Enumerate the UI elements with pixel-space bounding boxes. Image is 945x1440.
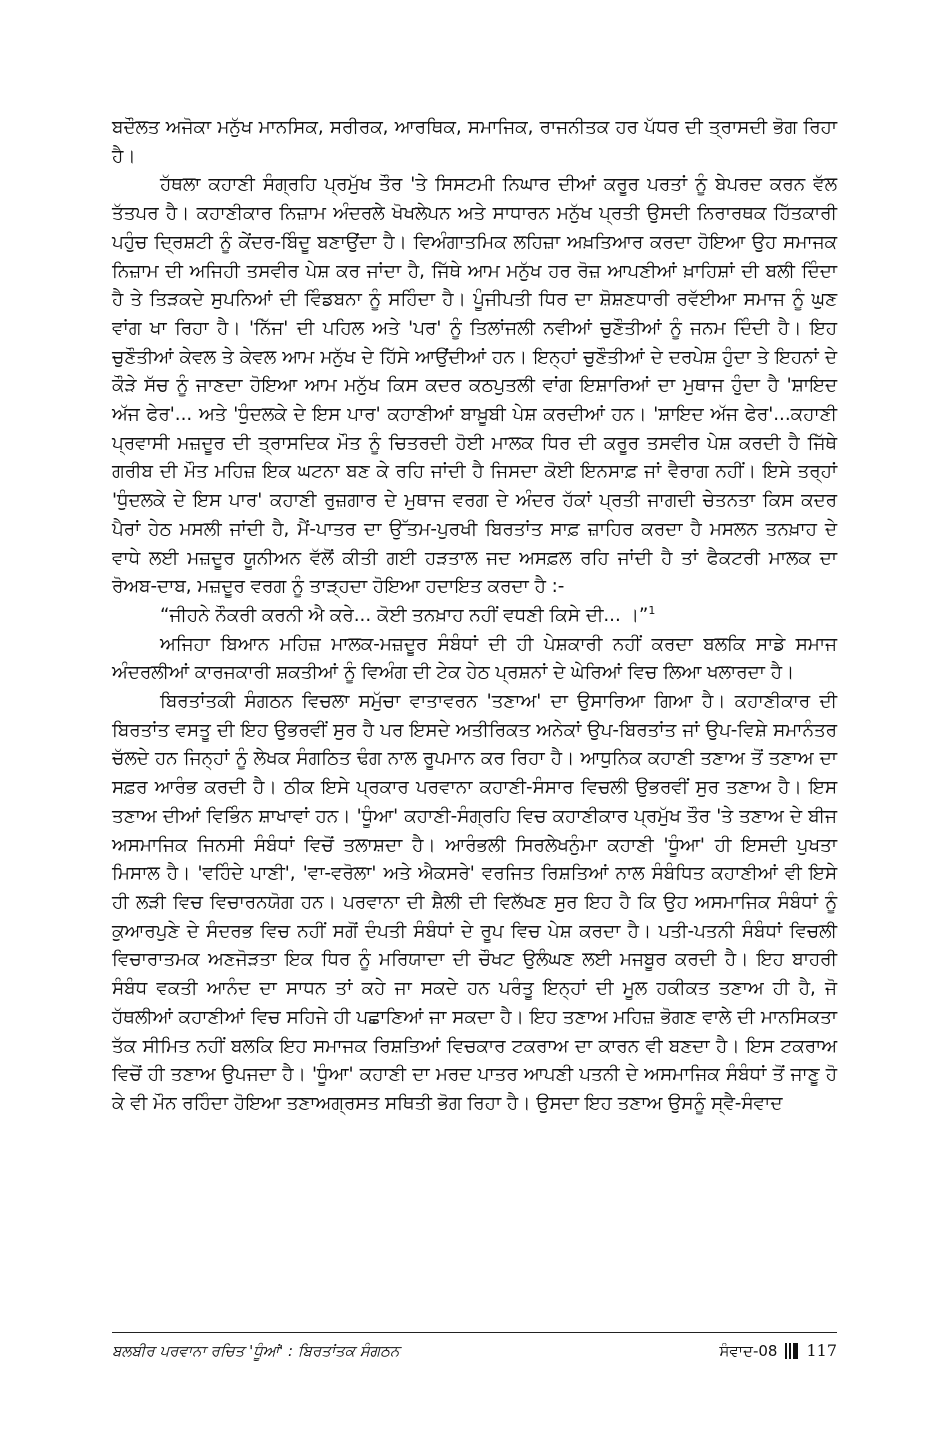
quote-text: “ਜੀਹਨੇ ਨੌਕਰੀ ਕਰਨੀ ਐ ਕਰੇ... ਕੋਈ ਤਨਖ਼ਾਹ ਨਹੀਂ ਵਧਣੀ ਕਿਸੇ ਦੀ... ।” xyxy=(160,604,649,626)
paragraph: ਅਜਿਹਾ ਬਿਆਨ ਮਹਿਜ਼ ਮਾਲਕ-ਮਜ਼ਦੂਰ ਸੰਬੰਧਾਂ ਦੀ ਹੀ ਪੇਸ਼ਕਾਰੀ ਨਹੀਂ ਕਰਦਾ ਬਲਕਿ ਸਾਡੇ ਸਮਾਜ ਅੰਦਰਲੀਆਂ ਕਾਰਜਕਾਰੀ ਸ਼ਕਤੀਆਂ ਨੂੰ ਵਿਅੰਗ ਦੀ ਟੇਕ ਹੇਠ ਪ੍ਰਸ਼ਨਾਂ ਦੇ ਘੇਰਿਆਂ ਵਿਚ ਲਿਆ ਖਲਾਰਦਾ ਹੈ। xyxy=(112,633,837,684)
paragraph: ਬਿਰਤਾਂਤਕੀ ਸੰਗਠਨ ਵਿਚਲਾ ਸਮੁੱਚਾ ਵਾਤਾਵਰਨ 'ਤਣਾਅ' ਦਾ ਉਸਾਰਿਆ ਗਿਆ ਹੈ। ਕਹਾਣੀਕਾਰ ਦੀ ਬਿਰਤਾਂਤ ਵਸਤੂ ਦੀ ਇਹ ਉਭਰਵੀਂ ਸੁਰ ਹੈ ਪਰ ਇਸਦੇ ਅਤੀਰਿਕਤ ਅਨੇਕਾਂ ਉਪ-ਬਿਰਤਾਂਤ ਜਾਂ ਉਪ-ਵਿਸ਼ੇ ਸਮਾਨੰਤਰ ਚੱਲਦੇ ਹਨ ਜਿਨ੍ਹਾਂ ਨੂੰ ਲੇਖਕ ਸੰਗਠਿਤ ਢੰਗ ਨਾਲ ਰੂਪਮਾਨ ਕਰ ਰਿਹਾ ਹੈ। ਆਧੁਨਿਕ ਕਹਾਣੀ ਤਣਾਅ ਤੋਂ ਤਣਾਅ ਦਾ ਸਫ਼ਰ ਆਰੰਭ ਕਰਦੀ ਹੈ। ਠੀਕ ਇਸੇ ਪ੍ਰਕਾਰ ਪਰਵਾਨਾ ਕਹਾਣੀ-ਸੰਸਾਰ ਵਿਚਲੀ ਉਭਰਵੀਂ ਸੁਰ ਤਣਾਅ ਹੈ। ਇਸ ਤਣਾਅ ਦੀਆਂ ਵਿਭਿੰਨ ਸ਼ਾਖਾਵਾਂ ਹਨ। 'ਧੂੰਆ' ਕਹਾਣੀ-ਸੰਗ੍ਰਹਿ ਵਿਚ ਕਹਾਣੀਕਾਰ ਪ੍ਰਮੁੱਖ ਤੌਰ 'ਤੇ ਤਣਾਅ ਦੇ ਬੀਜ ਅਸਮਾਜਿਕ ਜਿਨਸੀ ਸੰਬੰਧਾਂ ਵਿਚੋਂ ਤਲਾਸ਼ਦਾ ਹੈ। ਆਰੰਭਲੀ ਸਿਰਲੇਖਨੁੰਮਾ ਕਹਾਣੀ 'ਧੂੰਆ' ਹੀ ਇਸਦੀ ਪੁਖਤਾ ਮਿਸਾਲ ਹੈ। 'ਵਹਿੰਦੇ ਪਾਣੀ', 'ਵਾ-ਵਰੋਲਾ' ਅਤੇ ਐਕਸਰੇ' ਵਰਜਿਤ ਰਿਸ਼ਤਿਆਂ ਨਾਲ ਸੰਬੰਧਿਤ ਕਹਾਣੀਆਂ ਵੀ ਇਸੇ ਹੀ ਲੜੀ ਵਿਚ ਵਿਚਾਰਨਯੋਗ ਹਨ। ਪਰਵਾਨਾ ਦੀ ਸ਼ੈਲੀ ਦੀ ਵਿਲੱਖਣ ਸੁਰ ਇਹ ਹੈ ਕਿ ਉਹ ਅਸਮਾਜਿਕ ਸੰਬੰਧਾਂ ਨੂੰ ਕੁਆਰਪੁਣੇ ਦੇ ਸੰਦਰਭ ਵਿਚ ਨਹੀਂ ਸਗੋਂ ਦੰਪਤੀ ਸੰਬੰਧਾਂ ਦੇ ਰੂਪ ਵਿਚ ਪੇਸ਼ ਕਰਦਾ ਹੈ। ਪਤੀ-ਪਤਨੀ ਸੰਬੰਧਾਂ ਵਿਚਲੀ ਵਿਚਾਰਾਤਮਕ ਅਣਜੋੜਤਾ ਇਕ ਧਿਰ ਨੂੰ ਮਰਿਯਾਦਾ ਦੀ ਚੌਖਟ ਉਲੰਘਣ ਲਈ ਮਜਬੂਰ ਕਰਦੀ ਹੈ। ਇਹ ਬਾਹਰੀ ਸੰਬੰਧ ਵਕਤੀ ਆਨੰਦ ਦਾ ਸਾਧਨ ਤਾਂ ਕਹੇ ਜਾ ਸਕਦੇ ਹਨ ਪਰੰਤੂ ਇਨ੍ਹਾਂ ਦੀ ਮੂਲ ਹਕੀਕਤ ਤਣਾਅ ਹੀ ਹੈ, ਜੋ ਹੱਥਲੀਆਂ ਕਹਾਣੀਆਂ ਵਿਚ ਸਹਿਜੇ ਹੀ ਪਛਾਣਿਆਂ ਜਾ ਸਕਦਾ ਹੈ। ਇਹ ਤਣਾਅ ਮਹਿਜ਼ ਭੋਗਣ ਵਾਲੇ ਦੀ ਮਾਨਸਿਕਤਾ ਤੱਕ ਸੀਮਿਤ ਨਹੀਂ ਬਲਕਿ ਇਹ ਸਮਾਜਕ ਰਿਸ਼ਤਿਆਂ ਵਿਚਕਾਰ ਟਕਰਾਅ ਦਾ ਕਾਰਨ ਵੀ ਬਣਦਾ ਹੈ। ਇਸ ਟਕਰਾਅ ਵਿਚੋਂ ਹੀ ਤਣਾਅ ਉਪਜਦਾ ਹੈ। 'ਧੂੰਆ' ਕਹਾਣੀ ਦਾ ਮਰਦ ਪਾਤਰ ਆਪਣੀ ਪਤਨੀ ਦੇ ਅਸਮਾਜਿਕ ਸੰਬੰਧਾਂ ਤੋਂ ਜਾਣੂ ਹੋ ਕੇ ਵੀ ਮੌਨ ਰਹਿੰਦਾ ਹੋਇਆ ਤਣਾਅਗ੍ਰਸਤ ਸਥਿਤੀ ਭੋਗ ਰਿਹਾ ਹੈ। ਉਸਦਾ ਇਹ ਤਣਾਅ ਉਸਨੂੰ ਸ੍ਵੈ-ਸੰਵਾਦ xyxy=(112,691,837,1114)
journal-name: ਸੰਵਾਦ-08 xyxy=(719,1341,778,1360)
paragraph: ਹੱਥਲਾ ਕਹਾਣੀ ਸੰਗ੍ਰਹਿ ਪ੍ਰਮੁੱਖ ਤੌਰ 'ਤੇ ਸਿਸਟਮੀ ਨਿਘਾਰ ਦੀਆਂ ਕਰੂਰ ਪਰਤਾਂ ਨੂੰ ਬੇਪਰਦ ਕਰਨ ਵੱਲ ਤੱਤਪਰ ਹੈ। ਕਹਾਣੀਕਾਰ ਨਿਜ਼ਾਮ ਅੰਦਰਲੇ ਖੋਖਲੇਪਨ ਅਤੇ ਸਾਧਾਰਨ ਮਨੁੱਖ ਪ੍ਰਤੀ ਉਸਦੀ ਨਿਰਾਰਥਕ ਹਿੱਤਕਾਰੀ ਪਹੁੰਚ ਦ੍ਰਿਸ਼ਟੀ ਨੂੰ ਕੇਂਦਰ-ਬਿੰਦੂ ਬਣਾਉਂਦਾ ਹੈ। ਵਿਅੰਗਾਤਮਿਕ ਲਹਿਜ਼ਾ ਅਖ਼ਤਿਆਰ ਕਰਦਾ ਹੋਇਆ ਉਹ ਸਮਾਜਕ ਨਿਜ਼ਾਮ ਦੀ ਅਜਿਹੀ ਤਸਵੀਰ ਪੇਸ਼ ਕਰ ਜਾਂਦਾ ਹੈ, ਜਿੱਥੇ ਆਮ ਮਨੁੱਖ ਹਰ ਰੋਜ਼ ਆਪਣੀਆਂ ਖ਼ਾਹਿਸ਼ਾਂ ਦੀ ਬਲੀ ਦਿੰਦਾ ਹੈ ਤੇ ਤਿੜਕਦੇ ਸੁਪਨਿਆਂ ਦੀ ਵਿੰਡਬਨਾ ਨੂੰ ਸਹਿੰਦਾ ਹੈ। ਪੂੰਜੀਪਤੀ ਧਿਰ ਦਾ ਸ਼ੋਸ਼ਣਧਾਰੀ ਰਵੱਈਆ ਸਮਾਜ ਨੂੰ ਘੁਣ ਵਾਂਗ ਖਾ ਰਿਹਾ ਹੈ। 'ਨਿੱਜ' ਦੀ ਪਹਿਲ ਅਤੇ 'ਪਰ' ਨੂੰ ਤਿਲਾਂਜਲੀ ਨਵੀਆਂ ਚੁਣੌਤੀਆਂ ਨੂੰ ਜਨਮ ਦਿੰਦੀ ਹੈ। ਇਹ ਚੁਣੌਤੀਆਂ ਕੇਵਲ ਤੇ ਕੇਵਲ ਆਮ ਮਨੁੱਖ ਦੇ ਹਿੱਸੇ ਆਉਂਦੀਆਂ ਹਨ। ਇਨ੍ਹਾਂ ਚੁਣੌਤੀਆਂ ਦੇ ਦਰਪੇਸ਼ ਹੁੰਦਾ ਤੇ ਇਹਨਾਂ ਦੇ ਕੌੜੇ ਸੱਚ ਨੂੰ ਜਾਣਦਾ ਹੋਇਆ ਆਮ ਮਨੁੱਖ ਕਿਸ ਕਦਰ ਕਠਪੁਤਲੀ ਵਾਂਗ ਇਸ਼ਾਰਿਆਂ ਦਾ ਮੁਥਾਜ ਹੁੰਦਾ ਹੈ 'ਸ਼ਾਇਦ ਅੱਜ ਫੇਰ'... ਅਤੇ 'ਧੁੰਦਲਕੇ ਦੇ ਇਸ ਪਾਰ' ਕਹਾਣੀਆਂ ਬਾਖ਼ੂਬੀ ਪੇਸ਼ ਕਰਦੀਆਂ ਹਨ। 'ਸ਼ਾਇਦ ਅੱਜ ਫੇਰ'...ਕਹਾਣੀ ਪ੍ਰਵਾਸੀ ਮਜ਼ਦੂਰ ਦੀ ਤ੍ਰਾਸਦਿਕ ਮੌਤ ਨੂੰ ਚਿਤਰਦੀ ਹੋਈ ਮਾਲਕ ਧਿਰ ਦੀ ਕਰੂਰ ਤਸਵੀਰ ਪੇਸ਼ ਕਰਦੀ ਹੈ ਜਿੱਥੇ ਗਰੀਬ ਦੀ ਮੌਤ ਮਹਿਜ਼ ਇਕ ਘਟਨਾ ਬਣ ਕੇ ਰਹਿ ਜਾਂਦੀ ਹੈ ਜਿਸਦਾ ਕੋਈ ਇਨਸਾਫ਼ ਜਾਂ ਵੈਰਾਗ ਨਹੀਂ। ਇਸੇ ਤਰ੍ਹਾਂ 'ਧੁੰਦਲਕੇ ਦੇ ਇਸ ਪਾਰ' ਕਹਾਣੀ ਰੁਜ਼ਗਾਰ ਦੇ ਮੁਥਾਜ ਵਰਗ ਦੇ ਅੰਦਰ ਹੱਕਾਂ ਪ੍ਰਤੀ ਜਾਗਦੀ ਚੇਤਨਤਾ ਕਿਸ ਕਦਰ ਪੈਰਾਂ ਹੇਠ ਮਸਲੀ ਜਾਂਦੀ ਹੈ, ਮੈਂ-ਪਾਤਰ ਦਾ ਉੱਤਮ-ਪੁਰਖੀ ਬਿਰਤਾਂਤ ਸਾਫ਼ ਜ਼ਾਹਿਰ ਕਰਦਾ ਹੈ ਮਸਲਨ ਤਨਖ਼ਾਹ ਦੇ ਵਾਧੇ ਲਈ ਮਜ਼ਦੂਰ ਯੂਨੀਅਨ ਵੱਲੋਂ ਕੀਤੀ ਗਈ ਹੜਤਾਲ ਜਦ ਅਸਫ਼ਲ ਰਹਿ ਜਾਂਦੀ ਹੈ ਤਾਂ ਫੈਕਟਰੀ ਮਾਲਕ ਦਾ ਰੋਅਬ-ਦਾਬ, ਮਜ਼ਦੂਰ ਵਰਗ ਨੂੰ ਤਾੜ੍ਹਦਾ ਹੋਇਆ ਹਦਾਇਤ ਕਰਦਾ ਹੈ :- xyxy=(112,174,837,598)
page-footer xyxy=(112,1332,837,1360)
bars-icon xyxy=(785,1343,798,1359)
running-title: ਬਲਬੀਰ ਪਰਵਾਨਾ ਰਚਿਤ 'ਧੂੰਆਂ' : ਬਿਰਤਾਂਤਕ ਸੰਗਠਨ xyxy=(112,1341,400,1360)
footer-right xyxy=(719,1341,837,1360)
footnote-marker: 1 xyxy=(648,603,656,617)
block-quote xyxy=(112,602,837,631)
page-number: 117 xyxy=(806,1341,837,1360)
page-body xyxy=(112,114,837,1119)
paragraph-continued: ਬਦੌਲਤ ਅਜੋਕਾ ਮਨੁੱਖ ਮਾਨਸਿਕ, ਸਰੀਰਕ, ਆਰਥਿਕ, ਸਮਾਜਿਕ, ਰਾਜਨੀਤਕ ਹਰ ਪੱਧਰ ਦੀ ਤ੍ਰਾਸਦੀ ਭੋਗ ਰਿਹਾ ਹੈ। xyxy=(112,117,837,167)
